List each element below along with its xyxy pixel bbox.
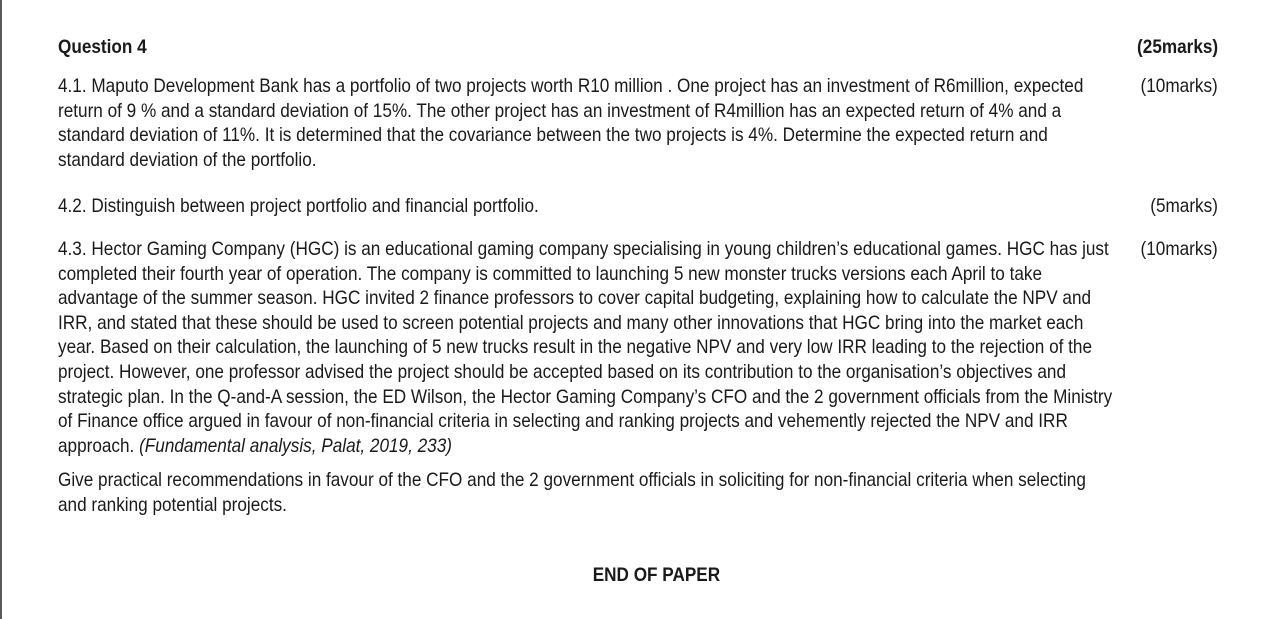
question-4-3-text	[58, 237, 1113, 458]
question-4-1-row	[58, 74, 1218, 172]
question-total-marks: (25marks)	[1136, 36, 1218, 58]
question-4-2-row	[58, 194, 1218, 219]
question-title: Question 4	[58, 36, 147, 58]
end-of-paper-footer	[0, 562, 1267, 588]
question-4-3-instruction-row	[58, 468, 1218, 517]
question-header-row	[58, 34, 1218, 60]
question-4-3-scenario: 4.3. Hector Gaming Company (HGC) is an educational gaming company specialising in young children’s educational games. HGC has just completed their fourth year of operation. The company is committed to launching 5 new monster trucks versions each April to take advantage of the summer season. HGC invited 2 finance professors to cover capital budgeting, explaining how to calculate the NPV and IRR, and stated that these should be used to screen potential projects and many other innovations that HGC bring into the market each year. Based on their calculation, the launching of 5 new trucks result in the negative NPV and very low IRR leading to the rejection of the project. However, one professor advised the project should be accepted based on its contribution to the organisation’s objectives and strategic plan. In the Q-and-A session, the ED Wilson, the Hector Gaming Company’s CFO and the 2 government officials from the Ministry of Finance office argued in favour of non-financial criteria in selecting and ranking projects and vehemently rejected the NPV and IRR approach.	[58, 237, 1113, 457]
question-4-3-body	[58, 237, 1114, 458]
question-4-3-row	[58, 237, 1218, 458]
question-4-3-instruction	[58, 468, 1086, 517]
question-4-1-marks: (10marks)	[1140, 75, 1218, 97]
question-4-3-instruction-body: Give practical recommendations in favour of the CFO and the 2 government officials in soliciting for non-financial criteria when selecting and ranking potential projects.	[58, 469, 1086, 516]
question-4-3-citation: (Fundamental analysis, Palat, 2019, 233)	[139, 434, 452, 457]
question-4-1-body: 4.1. Maputo Development Bank has a portfolio of two projects worth R10 million . One project has an investment of R6million, expected return of 9 % and a standard deviation of 15%. The other project has an investment of R4million has an expected return of 4% and a standard deviation of 11%. It is determined that the covariance between the two projects is 4%. Determine the expected return and standard deviation of the portfolio.	[58, 75, 1084, 171]
question-4-2-body: 4.2. Distinguish between project portfolio and financial portfolio.	[58, 195, 539, 218]
end-of-paper-text: END OF PAPER	[592, 564, 720, 586]
question-4-2-marks: (5marks)	[1150, 195, 1218, 218]
exam-question-section	[58, 34, 1218, 518]
question-4-2-text	[58, 194, 991, 219]
question-4-3-marks: (10marks)	[1140, 237, 1218, 260]
question-4-1-text	[58, 74, 1084, 172]
